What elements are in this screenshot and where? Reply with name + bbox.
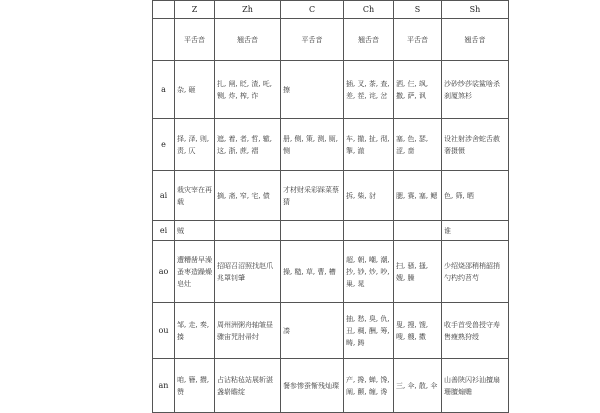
- cell-zh-ou: 周州洲粥舟轴皱昼骤宙咒肘帚纣: [215, 303, 281, 359]
- header-c: C: [281, 1, 344, 19]
- cell-ch-ei: [344, 221, 394, 241]
- cell-ch-a: 插, 叉, 茶, 查, 差, 茬, 诧, 岔: [344, 61, 394, 119]
- cell-s-ao: 扫, 骚, 搔, 嫂, 臊: [394, 241, 442, 303]
- cell-z-ai: 栽灾宰在再载: [175, 171, 215, 221]
- cell-zh-an: 占沾粘毡站展斩湛盏崭瞻绽: [215, 359, 281, 413]
- cell-s-ou: 叟, 搜, 馊, 嗖, 艘, 擞: [394, 303, 442, 359]
- header-ch: Ch: [344, 1, 394, 19]
- consonant-header-row: [153, 1, 509, 19]
- table-row-ai: [153, 171, 509, 221]
- tongue-type-ch: 翘舌音: [344, 19, 394, 61]
- header-zh: Zh: [215, 1, 281, 19]
- vowel-label: ai: [153, 171, 175, 221]
- cell-ch-ao: 超, 朝, 嘲, 潮, 抄, 钞, 炒, 吵, 巢, 晁: [344, 241, 394, 303]
- tongue-type-s: 平舌音: [394, 19, 442, 61]
- cell-c-a: 擦: [281, 61, 344, 119]
- cell-zh-ai: 摘, 斋, 窄, 宅, 债: [215, 171, 281, 221]
- cell-sh-an: 山善陕闪衫汕擅扇珊膻煽赡: [442, 359, 509, 413]
- vowel-label: ei: [153, 221, 175, 241]
- tongue-type-z: 平舌音: [175, 19, 215, 61]
- tongue-type-row: [153, 19, 509, 61]
- pinyin-table: [152, 0, 509, 413]
- cell-z-ao: 遭糟凿早澡蚤枣造躁燥皂灶: [175, 241, 215, 303]
- cell-sh-ao: 少绍烧邵稍梢韶捎勺杓约苕芍: [442, 241, 509, 303]
- vowel-label: ou: [153, 303, 175, 359]
- tongue-type-corner: [153, 19, 175, 61]
- cell-z-ou: 邹, 走, 奏, 揍: [175, 303, 215, 359]
- vowel-label: e: [153, 119, 175, 171]
- header-sh: Sh: [442, 1, 509, 19]
- vowel-label: an: [153, 359, 175, 413]
- header-z: Z: [175, 1, 215, 19]
- cell-zh-e: 遮, 着, 者, 哲, 辙, 这, 浙, 蔗, 褶: [215, 119, 281, 171]
- cell-s-a: 洒, 仨, 飒, 撒, 萨, 讽: [394, 61, 442, 119]
- table-row-ao: [153, 241, 509, 303]
- vowel-label: ao: [153, 241, 175, 303]
- vowel-label: a: [153, 61, 175, 119]
- cell-ch-ou: 抽, 愁, 臭, 仇, 丑, 稠, 酬, 筹, 畴, 踌: [344, 303, 394, 359]
- tongue-type-c: 平舌音: [281, 19, 344, 61]
- tongue-type-zh: 翘舌音: [215, 19, 281, 61]
- cell-s-e: 塞, 色, 瑟, 涩, 啬: [394, 119, 442, 171]
- cell-c-an: 餐参惨蚕惭残灿璨: [281, 359, 344, 413]
- table-row-e: [153, 119, 509, 171]
- cell-z-an: 咱, 簪, 攒, 赞: [175, 359, 215, 413]
- cell-zh-ei: [215, 221, 281, 241]
- cell-c-ai: 才材财采彩踩菜蔡猜: [281, 171, 344, 221]
- cell-c-ou: 凑: [281, 303, 344, 359]
- cell-z-a: 杂, 砸: [175, 61, 215, 119]
- cell-sh-e: 设社射涉舍蛇舌赦奢摄慑: [442, 119, 509, 171]
- cell-s-ei: [394, 221, 442, 241]
- header-corner: [153, 1, 175, 19]
- cell-sh-ou: 收手首受兽授守寿售瘦熟狩绶: [442, 303, 509, 359]
- cell-ch-ai: 拆, 柴, 豺: [344, 171, 394, 221]
- cell-s-ai: 腮, 赛, 塞, 鳃: [394, 171, 442, 221]
- cell-z-ei: 贼: [175, 221, 215, 241]
- header-s: S: [394, 1, 442, 19]
- table-row-ei: [153, 221, 509, 241]
- cell-z-e: 择, 泽, 则, 责, 仄: [175, 119, 215, 171]
- tongue-type-sh: 翘舌音: [442, 19, 509, 61]
- cell-c-e: 册, 侧, 策, 测, 厕, 恻: [281, 119, 344, 171]
- cell-c-ei: [281, 221, 344, 241]
- pinyin-table-sheet: [152, 0, 509, 413]
- cell-ch-an: 产, 搀, 蝉, 馋, 阐, 颤, 缠, 谗: [344, 359, 394, 413]
- cell-c-ao: 操, 糙, 草, 曹, 槽: [281, 241, 344, 303]
- cell-sh-ai: 色, 筛, 晒: [442, 171, 509, 221]
- table-row-a: [153, 61, 509, 119]
- cell-s-an: 三, 伞, 散, 伞: [394, 359, 442, 413]
- cell-sh-ei: 谁: [442, 221, 509, 241]
- cell-sh-a: 沙砂纱莎裟鲨啥杀刹厦煞杉: [442, 61, 509, 119]
- table-row-an: [153, 359, 509, 413]
- cell-ch-e: 车, 撤, 扯, 彻, 掣, 澈: [344, 119, 394, 171]
- cell-zh-ao: 招昭召沼照找赵爪兆罩钊肇: [215, 241, 281, 303]
- table-row-ou: [153, 303, 509, 359]
- cell-zh-a: 扎, 闸, 眨, 渣, 吒, 铡, 炸, 榨, 诈: [215, 61, 281, 119]
